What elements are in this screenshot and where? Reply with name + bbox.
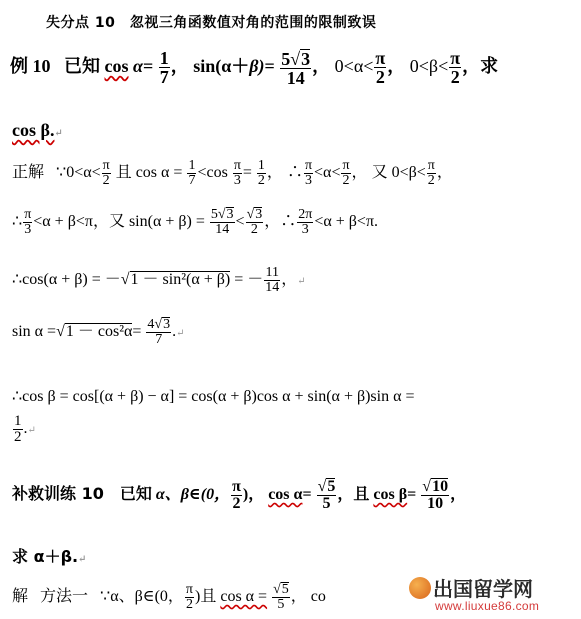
watermark-url: www.liuxue86.com [435,599,540,613]
example-statement: 例 10 已知 cos α= $\frac{1}{7}$ ， sin(α＋β)= $\frac{5√3}{14}$ ， 0<α< $\frac{\pi}{2}$ ， 0<β< $\frac{\pi}{2}$ ，求 [10,48,499,88]
answer-line: 解 方法一 ∵α、β∈(0， $\frac{\pi}{2}$ )且 cos α = $\frac{√5}{5}$ ， co [12,581,326,613]
globe-logo-icon [409,577,431,599]
solution-line-5: ∴cos β = cos[(α + β) − α] = cos(α + β)cos α + sin(α + β)sin α = [12,388,415,405]
exercise-statement: 补救训练 10 已知 α、β∈(0， $\frac{\pi}{2}$ )， cos α= $\frac{√5}{5}$ ，且 cos β= $\frac{√10}{10}$ ， [12,477,467,513]
cos-alpha: cos [104,56,129,76]
section-heading: 失分点 10 忽视三角函数值对角的范围的限制致误 [46,15,377,31]
answer-method: 方法一 [40,586,89,605]
solution-label: 正解 [12,162,45,181]
example-ask-target: cos β.↵ [12,120,63,140]
watermark-cn: 出国留学网 [433,577,533,601]
solution-line-2: ∴ $\frac{\pi}{3}$ <α + β<π，又 sin(α + β) = $\frac{5√3}{14}$ < $\frac{√3}{2}$ ，∴ $\frac{2\pi}{3}$ <α + β<π. [12,206,379,238]
solution-line-1: 正解 ∵0<α< $\frac{\pi}{2}$ 且 cos α = $\frac{1}{7}$ <cos $\frac{\pi}{3}$ = $\frac{1}{2}$ ， ∴ $\frac{\pi}{3}$ <α< $\frac{\pi}{2}$ ， 又 0<β< $\frac{\pi}{2}$ ， [12,157,453,188]
frac-1-7: $\frac{1}{7}$ [159,48,169,88]
solution-half: $\frac{1}{2}$ .↵ [14,413,36,445]
watermark [405,573,581,619]
example-label: 例 10 [10,56,51,76]
solution-line-4: sin α =√1 － cos²α= $\frac{4√3}{7}$ .↵ [12,317,185,348]
example-known: 已知 [64,56,100,77]
exercise-ask: 求 α＋β.↵ [12,547,87,566]
solution-line-3: ∴cos(α + β) = －√1 － sin²(α + β) = － $\frac{11}{14}$ ，↵ [12,264,306,295]
answer-label: 解 [12,586,29,605]
frac-5root3-14: $\frac{5√3}{14}$ [281,48,311,88]
sin-sum: sin(α＋ [193,56,250,76]
exercise-label: 补救训练 10 [12,484,104,503]
